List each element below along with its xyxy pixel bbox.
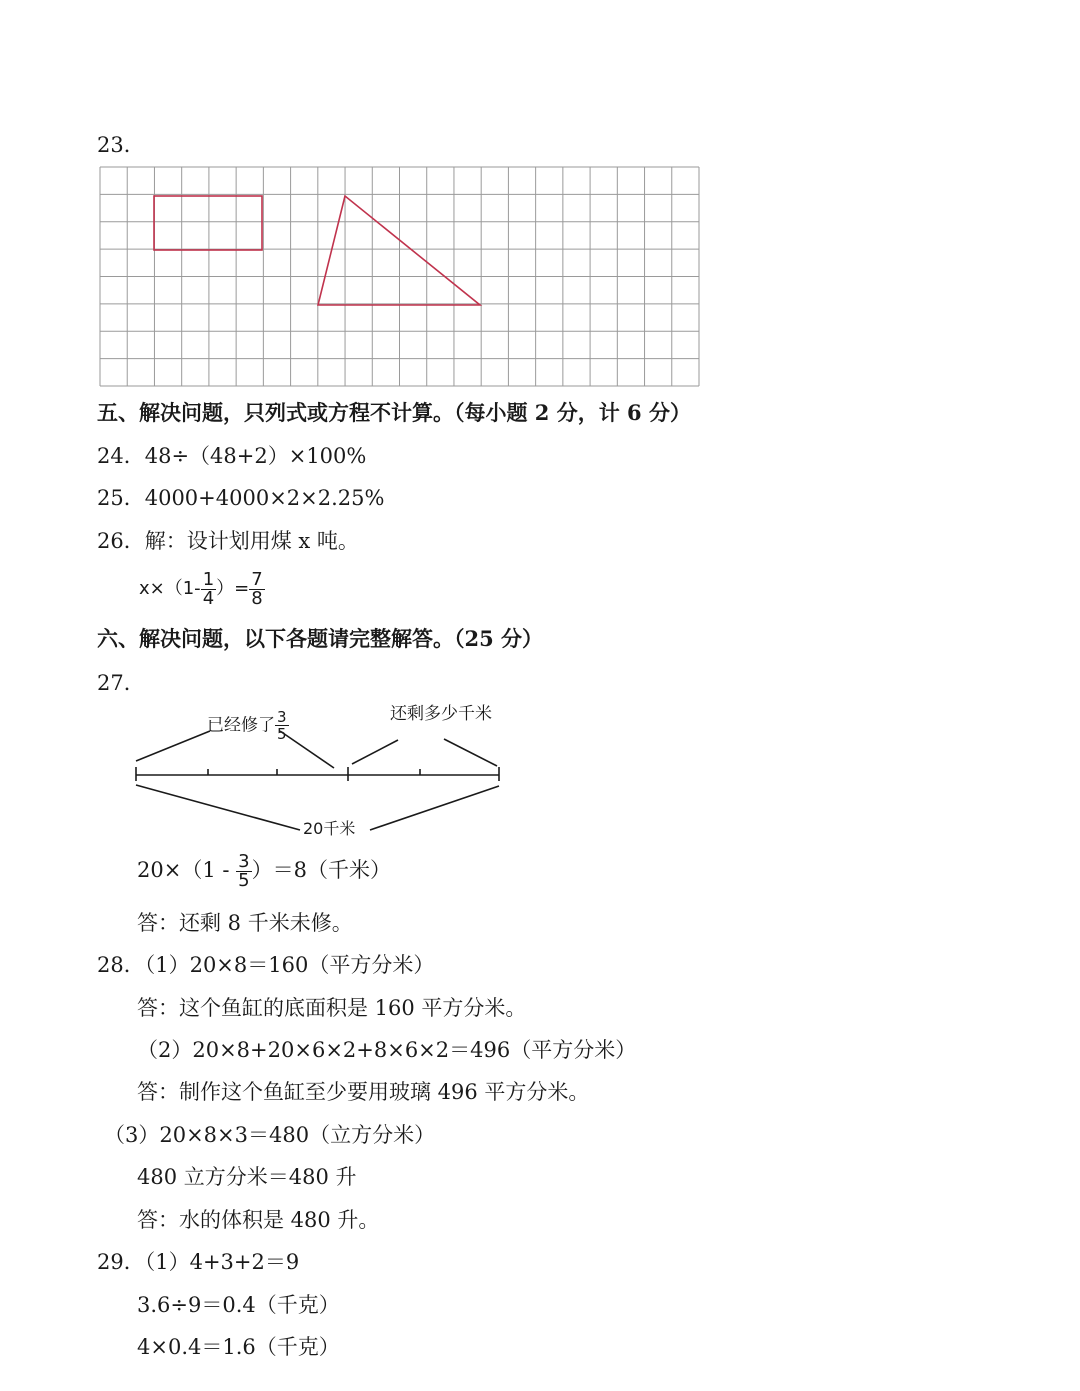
diagram-label-built: 已经修了 $\frac{3}{5}$ (207, 708, 287, 743)
grid-lines (100, 167, 699, 386)
q27-fraction: $\frac{3}{5}$ (238, 851, 250, 891)
grid-drawing (99, 166, 701, 388)
diagram-label-total: 20千米 (303, 819, 356, 838)
rectangle-shape (154, 196, 262, 250)
diagram-fraction: $\frac{3}{5}$ (277, 708, 287, 743)
section-6-title: 六、解决问题，以下各题请完整解答。（25 分） (97, 626, 544, 651)
q28-answer-2: 答：制作这个鱼缸至少要用玻璃 496 平方分米。 (137, 1080, 590, 1104)
q28-line-3: （3）20×8×3＝480（立方分米） (104, 1123, 436, 1147)
q28-answer-3: 答：水的体积是 480 升。 (137, 1208, 380, 1232)
q29-line-3: 4×0.4＝1.6（千克） (137, 1335, 340, 1359)
q28-line-1: 28．（1）20×8＝160（平方分米） (97, 953, 435, 977)
section-5-title: 五、解决问题，只列式或方程不计算。（每小题 2 分，计 6 分） (97, 400, 691, 425)
q28-line-4: 480 立方分米＝480 升 (137, 1165, 357, 1189)
question-27-number: 27． (97, 671, 145, 695)
q26-fraction-2: $\frac{7}{8}$ (251, 568, 263, 609)
q26-eq-lead: x×（1- (139, 578, 201, 599)
q28-line-2: （2）20×8+20×6×2+8×6×2＝496（平方分米） (137, 1038, 637, 1062)
question-26: 26．解：设计划用煤 x 吨。 (97, 529, 359, 553)
question-23-number: 23． (97, 133, 145, 157)
q26-eq-mid: ）= (216, 578, 250, 599)
question-24: 24．48÷（48+2）×100% (97, 444, 367, 468)
question-25: 25．4000+4000×2×2.25% (97, 486, 385, 510)
q29-line-1: 29．（1）4+3+2＝9 (97, 1250, 300, 1274)
q26-fraction-1: $\frac{1}{4}$ (202, 568, 215, 609)
q26-equation (139, 567, 265, 611)
q29-line-2: 3.6÷9＝0.4（千克） (137, 1293, 340, 1317)
q28-answer-1: 答：这个鱼缸的底面积是 160 平方分米。 (137, 996, 527, 1020)
diagram-label-remaining: 还剩多少千米 (390, 704, 492, 724)
q27-answer: 答：还剩 8 千米未修。 (137, 911, 353, 935)
q27-equation: 20×（1 - $\frac{3}{5}$ ）＝8（千米） (137, 851, 391, 891)
